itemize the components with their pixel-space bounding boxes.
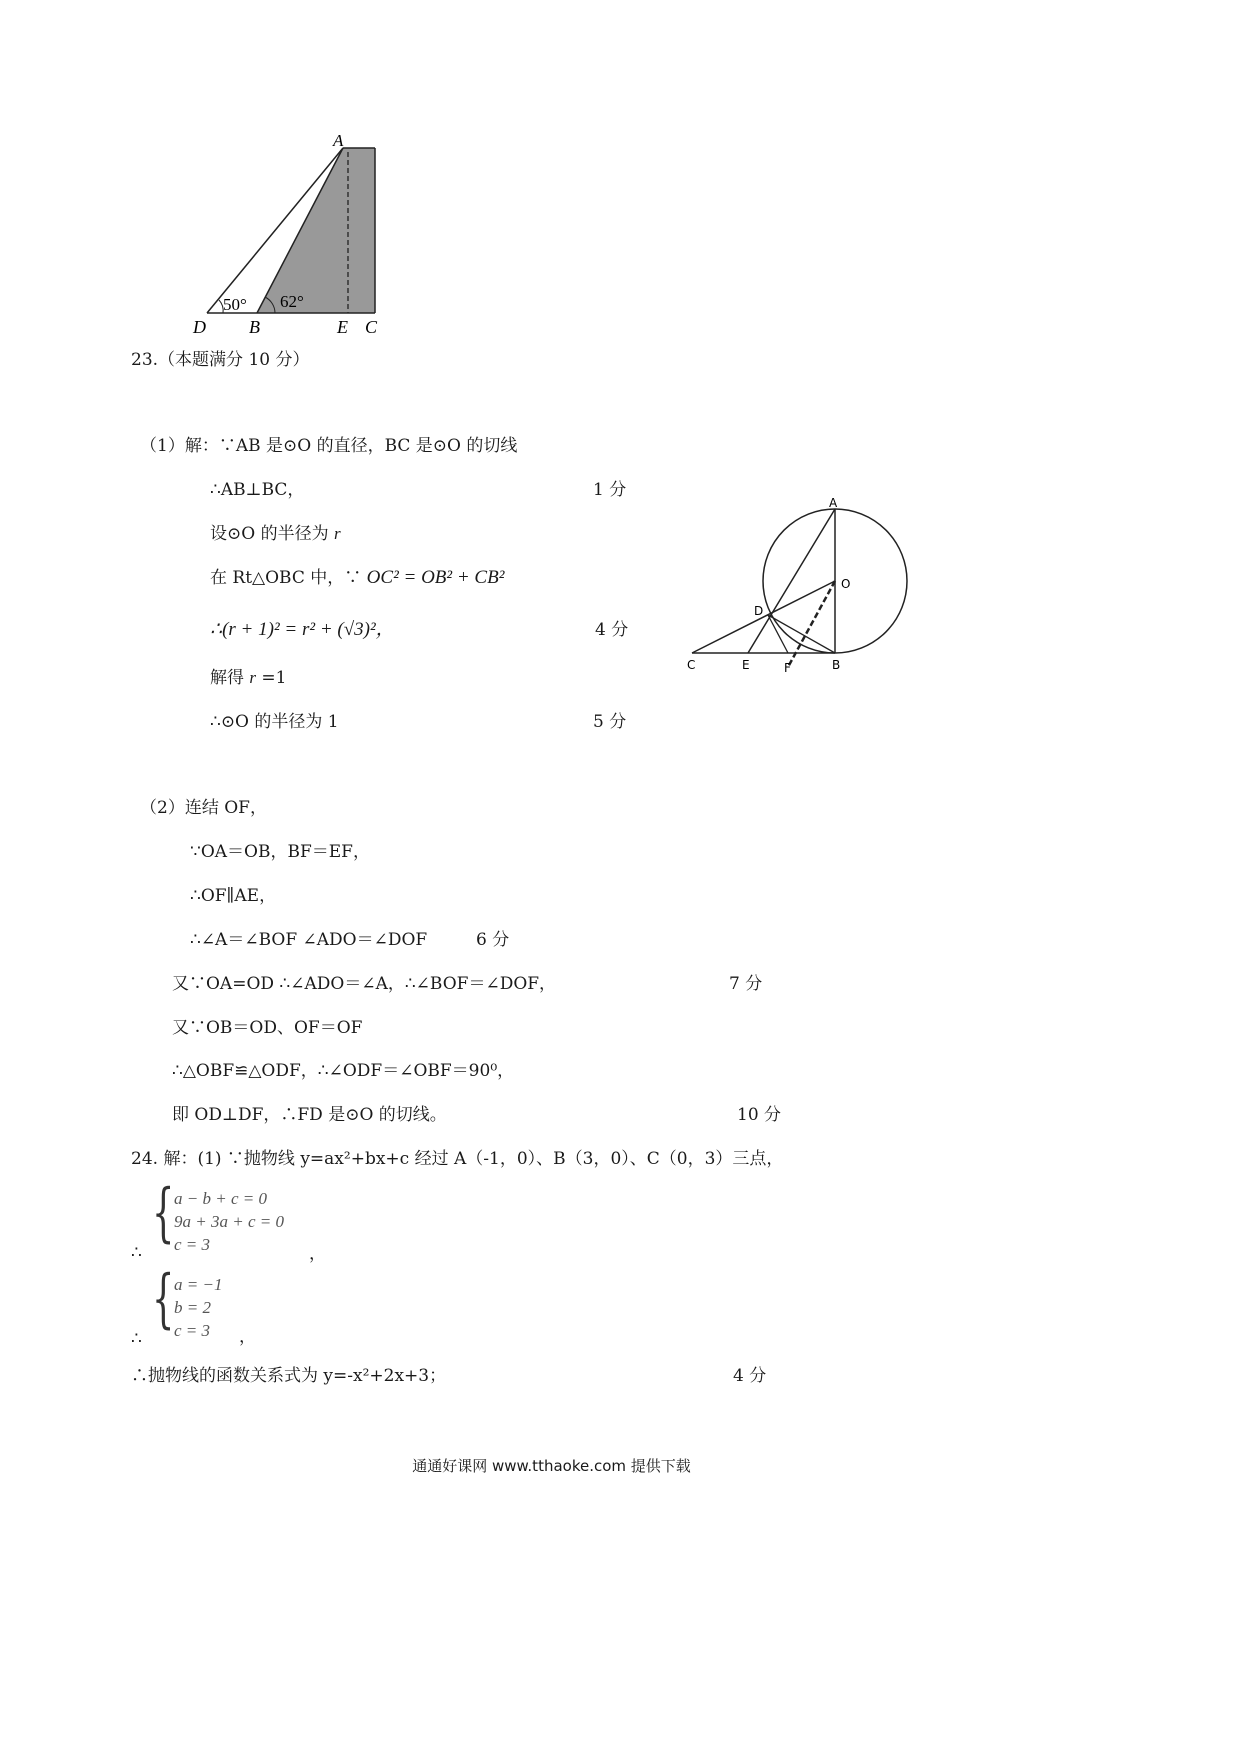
q23-p1-line5: ∴(r + 1)² = r² + (√3)²， [210,619,395,640]
eq2-row2: b = 2 [174,1298,211,1317]
comma-2: ， [239,1327,256,1347]
label-b: B [249,317,260,337]
q23-score-6: 6 分 [476,930,510,950]
line-ae [748,509,835,653]
q23-score-4: 4 分 [595,620,629,640]
label-c: C [687,658,696,672]
label-e: E [742,658,750,672]
pythagoras-eq: OC² = OB² + CB² [366,567,505,588]
q24-line1: 24. 解：(1) ∵抛物线 y=ax²+bx+c 经过 A（-1，0）、B（3，0）、C（0，3）三点， [131,1149,784,1169]
q23-p1-line7: ∴⊙O 的半径为 1 [210,712,339,732]
q23-p2-line6: 又∵OB＝OD、OF＝OF [172,1018,363,1038]
brace-1: { [152,1176,175,1250]
comma-1: ， [309,1244,326,1264]
eq1-row2: 9a + 3a + c = 0 [174,1212,284,1231]
q23-score-10: 10 分 [737,1105,782,1125]
q23-score-1: 1 分 [593,480,627,500]
eq2-row1: a = −1 [174,1275,223,1294]
q23-header: 23.（本题满分 10 分） [131,350,310,370]
q23-p2-line5: 又∵OA=OD ∴∠ADO＝∠A，∴∠BOF＝∠DOF， [172,974,557,994]
eq2-row3: c = 3 [174,1321,211,1340]
eq1-row3: c = 3 [174,1235,211,1254]
q23-score-5: 5 分 [593,712,627,732]
therefore-2: ∴ [131,1329,142,1349]
q23-p2-line3: ∴OF∥AE， [190,886,277,906]
circle-figure [680,495,920,680]
footer-credit: 通通好课网 www.tthaoke.com 提供下载 [412,1457,691,1475]
triangle-figure [185,130,395,345]
radius-var: r [334,524,341,543]
label-a: A [333,131,344,150]
label-d: D [193,317,206,337]
label-f: F [784,661,791,675]
q23-p2-line8: 即 OD⊥DF，∴FD 是⊙O 的切线。 [172,1105,447,1125]
line-of-dashed [788,581,835,667]
label-a: A [829,496,838,510]
q23-p1-line6 [210,667,287,689]
angle-label-50: 50° [223,295,247,314]
label-e: E [337,317,348,337]
q24-final: ∴抛物线的函数关系式为 y=-x²+2x+3； [131,1366,447,1386]
q23-p2-line4: ∴∠A＝∠BOF ∠ADO＝∠DOF [190,930,428,950]
q23-p2-line7: ∴△OBF≌△ODF，∴∠ODF＝∠OBF＝90⁰， [172,1061,515,1081]
line4-text: 在 Rt△OBC 中，∵ [210,568,367,588]
therefore-1: ∴ [131,1243,142,1263]
label-b: B [832,658,841,672]
r-var: r [249,668,257,687]
label-c: C [365,317,378,337]
q23-p1-line3 [210,523,341,545]
label-o: O [841,577,851,591]
brace-2: { [152,1262,175,1336]
q23-score-7: 7 分 [729,974,763,994]
q23-p2-line1: （2）连结 OF， [140,798,267,818]
q23-p1-line1: （1）解：∵AB 是⊙O 的直径，BC 是⊙O 的切线 [140,436,518,456]
q24-score-4: 4 分 [733,1366,767,1386]
eq1-row1: a − b + c = 0 [174,1189,267,1208]
line3-text: 设⊙O 的半径为 [210,524,334,544]
angle-label-62: 62° [280,292,304,311]
label-d: D [754,604,764,618]
q23-p2-line2: ∵OA＝OB，BF＝EF， [190,842,370,862]
q23-p1-line2: ∴AB⊥BC， [210,480,305,500]
line6-text: 解得 [210,668,250,688]
q23-p1-line4 [210,567,504,589]
r-value: =1 [256,668,287,688]
